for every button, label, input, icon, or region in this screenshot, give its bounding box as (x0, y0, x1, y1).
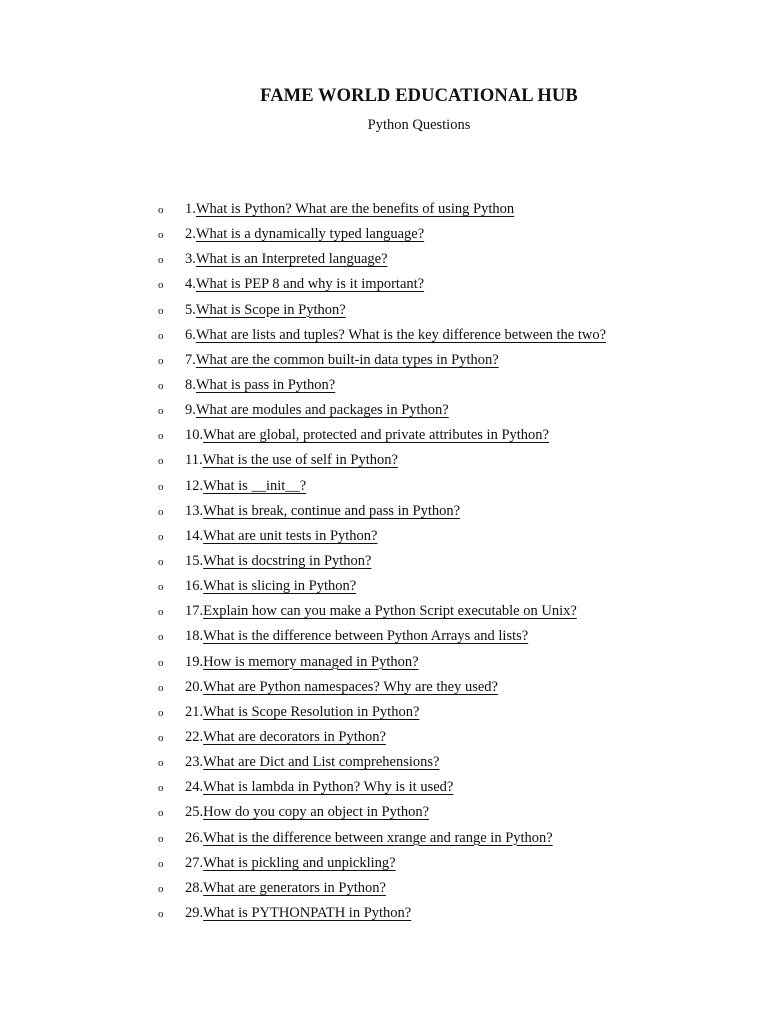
bullet-icon: o (158, 807, 164, 820)
question-link[interactable]: What are modules and packages in Python? (195, 402, 449, 419)
question-item (158, 727, 606, 752)
question-item (158, 551, 606, 576)
question-number: 28. (185, 879, 204, 896)
question-number: 19. (185, 653, 204, 670)
question-link[interactable]: What is PEP 8 and why is it important? (195, 276, 425, 293)
bullet-icon: o (158, 379, 164, 392)
question-link[interactable]: What are the common built-in data types in Python? (195, 351, 499, 368)
bullet-icon: o (158, 832, 164, 845)
question-link[interactable]: What is the difference between xrange and range in Python? (203, 829, 553, 846)
question-item (158, 501, 606, 526)
question-link[interactable]: What is slicing in Python? (203, 578, 357, 595)
question-link[interactable]: What are decorators in Python? (203, 728, 386, 745)
question-item (158, 777, 606, 802)
bullet-icon: o (158, 757, 164, 770)
bullet-icon: o (158, 304, 164, 317)
question-item (158, 450, 606, 475)
question-number: 14. (185, 527, 204, 544)
bullet-icon: o (158, 656, 164, 669)
bullet-icon: o (158, 581, 164, 594)
question-item (158, 199, 606, 224)
question-link[interactable]: What is PYTHONPATH in Python? (203, 904, 412, 921)
question-item (158, 576, 606, 601)
question-number: 29. (185, 904, 204, 921)
bullet-icon: o (158, 455, 164, 468)
bullet-icon: o (158, 405, 164, 418)
question-number: 5. (185, 301, 196, 318)
question-item (158, 626, 606, 651)
bullet-icon: o (158, 857, 164, 870)
question-link[interactable]: What are lists and tuples? What is the key difference between the two? (195, 326, 607, 343)
bullet-icon: o (158, 329, 164, 342)
question-number: 23. (185, 754, 204, 771)
question-item (158, 878, 606, 903)
bullet-icon: o (158, 354, 164, 367)
question-item (158, 677, 606, 702)
question-link[interactable]: What is Python? What are the benefits of using Python (195, 201, 515, 217)
question-item (158, 802, 606, 827)
question-item (158, 224, 606, 249)
question-number: 16. (185, 578, 204, 595)
question-item (158, 249, 606, 274)
question-number: 3. (185, 251, 196, 268)
question-link[interactable]: What is the difference between Python Arrays and lists? (203, 628, 529, 645)
question-link[interactable]: Explain how can you make a Python Script executable on Unix? (203, 603, 577, 620)
question-number: 9. (185, 402, 196, 419)
document-title: FAME WORLD EDUCATIONAL HUB (260, 86, 578, 106)
question-item (158, 702, 606, 727)
question-list (158, 199, 606, 928)
question-number: 17. (185, 603, 204, 620)
question-item (158, 601, 606, 626)
question-link[interactable]: What is docstring in Python? (203, 552, 372, 569)
question-number: 15. (185, 552, 204, 569)
bullet-icon: o (158, 480, 164, 493)
question-item (158, 526, 606, 551)
question-number: 2. (185, 226, 196, 243)
question-item (158, 752, 606, 777)
bullet-icon: o (158, 731, 164, 744)
question-item (158, 903, 606, 928)
question-link[interactable]: What is an Interpreted language? (195, 251, 388, 268)
question-number: 10. (185, 427, 204, 444)
question-number: 27. (185, 854, 204, 871)
bullet-icon: o (158, 505, 164, 518)
question-item (158, 300, 606, 325)
question-item (158, 375, 606, 400)
question-link[interactable]: What is the use of self in Python? (202, 452, 398, 469)
question-number: 18. (185, 628, 204, 645)
question-item (158, 828, 606, 853)
bullet-icon: o (158, 254, 164, 267)
question-link[interactable]: What is __init__? (203, 477, 307, 494)
question-link[interactable]: What is Scope Resolution in Python? (203, 703, 420, 720)
bullet-icon: o (158, 430, 164, 443)
question-item (158, 274, 606, 299)
question-number: 12. (185, 477, 204, 494)
question-number: 26. (185, 829, 204, 846)
bullet-icon: o (158, 631, 164, 644)
question-number: 6. (185, 326, 196, 343)
question-link[interactable]: What are Dict and List comprehensions? (203, 754, 440, 771)
bullet-icon: o (158, 882, 164, 895)
question-link[interactable]: How is memory managed in Python? (203, 653, 419, 670)
bullet-icon: o (158, 907, 164, 920)
question-number: 25. (185, 804, 204, 821)
question-item (158, 652, 606, 677)
bullet-icon: o (158, 204, 164, 216)
question-link[interactable]: What is Scope in Python? (195, 301, 346, 318)
question-number: 11. (185, 452, 203, 469)
question-number: 1. (185, 201, 196, 217)
question-link[interactable]: How do you copy an object in Python? (203, 804, 430, 821)
bullet-icon: o (158, 530, 164, 543)
question-number: 4. (185, 276, 196, 293)
question-link[interactable]: What is break, continue and pass in Python? (203, 502, 461, 519)
bullet-icon: o (158, 681, 164, 694)
bullet-icon: o (158, 555, 164, 568)
question-link[interactable]: What is pickling and unpickling? (203, 854, 396, 871)
question-link[interactable]: What are Python namespaces? Why are they used? (203, 678, 498, 695)
question-item (158, 400, 606, 425)
question-link[interactable]: What are unit tests in Python? (203, 527, 378, 544)
bullet-icon: o (158, 279, 164, 292)
question-number: 21. (185, 703, 204, 720)
bullet-icon: o (158, 782, 164, 795)
question-link[interactable]: What are generators in Python? (203, 879, 386, 896)
question-number: 20. (185, 678, 204, 695)
bullet-icon: o (158, 606, 164, 619)
question-link[interactable]: What is a dynamically typed language? (195, 226, 425, 243)
question-link[interactable]: What is lambda in Python? Why is it used? (203, 779, 454, 796)
question-link[interactable]: What are global, protected and private attributes in Python? (203, 427, 549, 444)
question-number: 8. (185, 376, 196, 393)
document-subtitle: Python Questions (367, 117, 471, 133)
question-item (158, 325, 606, 350)
bullet-icon: o (158, 706, 164, 719)
question-item (158, 853, 606, 878)
bullet-icon: o (158, 229, 164, 242)
question-number: 22. (185, 728, 204, 745)
question-number: 7. (185, 351, 196, 368)
question-item (158, 476, 606, 501)
question-number: 13. (185, 502, 204, 519)
question-number: 24. (185, 779, 204, 796)
question-link[interactable]: What is pass in Python? (195, 376, 336, 393)
question-item (158, 350, 606, 375)
question-item (158, 425, 606, 450)
